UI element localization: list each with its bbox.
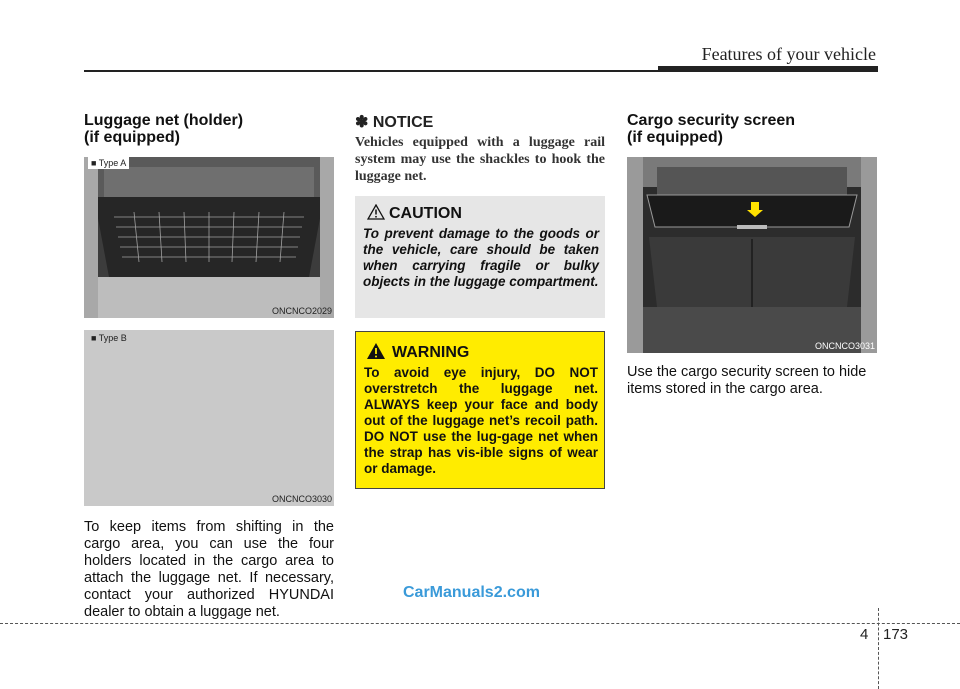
cargo-screen-photo: [627, 157, 877, 353]
cargo-screen-heading-line2: (if equipped): [627, 129, 723, 146]
caution-triangle-icon: [367, 204, 385, 220]
luggage-net-heading: [84, 112, 334, 146]
type-a-label: ■ Type A: [88, 157, 129, 169]
cargo-screen-heading-line1: Cargo security screen: [627, 112, 796, 129]
luggage-net-heading-line1: Luggage net (holder): [84, 112, 244, 129]
luggage-net-heading-line2: (if equipped): [84, 129, 180, 146]
cargo-screen-description: Use the cargo security screen to hide items stored in the cargo area.: [627, 364, 867, 397]
page-number: 173: [883, 626, 909, 643]
cargo-net-photo: [84, 157, 334, 318]
type-b-image-code: ONCNCO3030: [271, 494, 332, 504]
header-rule-accent: [658, 66, 878, 72]
warning-triangle-icon: [366, 342, 386, 360]
watermark-link[interactable]: CarManuals2.com: [403, 584, 540, 601]
footer-divider: [878, 608, 879, 689]
type-a-image-code: ONCNCO2029: [271, 306, 332, 316]
type-b-label: ■ Type B: [91, 333, 127, 343]
cargo-screen-image-code: ONCNCO3031: [814, 341, 875, 351]
luggage-net-description: To keep items from shifting in the cargo area, you can use the four holders located in the cargo area to attach the luggage net. If necessary, contact your authorized HYUNDAI dealer to obtain a luggage net.: [84, 519, 334, 620]
cargo-screen-heading: [627, 112, 877, 146]
notice-text: Vehicles equipped with a luggage rail system may use the shackles to hook the luggage net.: [355, 135, 605, 184]
section-title: Features of your vehicle: [701, 44, 876, 64]
caution-text: To prevent damage to the goods or the vehicle, care should be taken when carrying fragile or bulky objects in the luggage compartment.: [363, 226, 599, 289]
warning-box: [355, 331, 605, 489]
luggage-net-type-a-image: [84, 157, 334, 318]
footer-rule: [0, 623, 960, 624]
caution-title: CAUTION: [389, 205, 462, 222]
notice-title: ✽ NOTICE: [355, 114, 434, 131]
luggage-net-type-b-image: [84, 330, 334, 506]
chapter-number: 4: [860, 626, 869, 643]
caution-box: [355, 196, 605, 318]
warning-title: WARNING: [392, 344, 470, 361]
warning-text: To avoid eye injury, DO NOT overstretch the luggage net. ALWAYS keep your face and body out of the luggage net’s recoil path. DO NOT use the lug-gage net when the strap has vis-ible signs of wear or damage.: [364, 365, 598, 476]
cargo-security-screen-image: [627, 157, 877, 353]
